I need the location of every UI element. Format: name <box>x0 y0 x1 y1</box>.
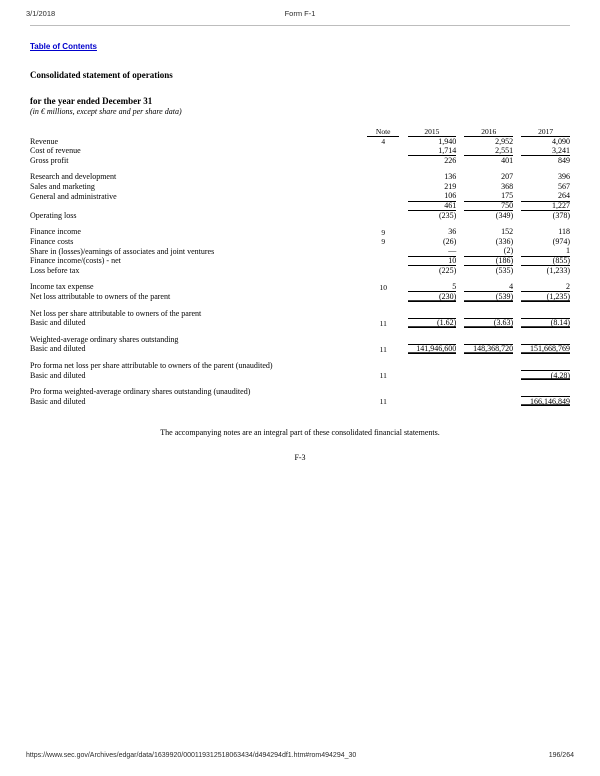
row-note <box>367 156 399 166</box>
row-note: 9 <box>381 237 386 247</box>
table-row <box>30 227 570 237</box>
row-value-2017: 2 <box>566 281 570 291</box>
row-value-2016: (349) <box>464 211 513 221</box>
row-note <box>367 266 399 276</box>
row-label: Basic and diluted <box>30 318 86 328</box>
row-label: Finance income/(costs) - net <box>30 256 121 266</box>
units-note: (in € millions, except share and per share data) <box>30 107 182 116</box>
row-label: Operating loss <box>30 210 77 220</box>
row-note <box>367 146 399 156</box>
row-note: 11 <box>379 344 387 354</box>
row-spacer <box>30 380 570 387</box>
row-value-2017: 118 <box>558 227 570 237</box>
row-note: 11 <box>379 371 387 381</box>
header-gap-1 <box>399 128 407 137</box>
row-value-2016: (535) <box>464 266 513 276</box>
row-label: Basic and diluted <box>30 370 86 380</box>
section-heading: Pro forma net loss per share attributable to owners of the parent (unaudited) <box>30 360 273 370</box>
row-label: Gross profit <box>30 155 69 165</box>
row-label: Cost of revenue <box>30 146 81 156</box>
row-value-2015: 136 <box>444 172 457 182</box>
row-value-2016: (3.63) <box>464 318 513 328</box>
row-value-2015: 461 <box>408 201 457 211</box>
row-value-2015: 219 <box>444 181 457 191</box>
pro-forma-per-share-heading-row <box>30 361 570 371</box>
row-label: Basic and diluted <box>30 396 86 406</box>
row-note <box>367 182 399 192</box>
row-value-2016: 148,368,720 <box>464 344 513 354</box>
pro-forma-per-share-values-row <box>30 371 570 381</box>
row-note <box>367 256 399 266</box>
row-value-2015: 5 <box>452 281 457 291</box>
document-content <box>30 36 570 462</box>
header-label-col <box>30 128 367 137</box>
header-year-2015: 2015 <box>408 128 457 137</box>
row-value-2017: 166,146,849 <box>521 397 570 407</box>
row-label: Research and development <box>30 172 117 182</box>
header-year-2016: 2016 <box>464 128 513 137</box>
row-value-2016 <box>464 397 513 407</box>
row-value-2015: (26) <box>442 236 457 246</box>
row-value-2017: 4,090 <box>552 136 570 146</box>
row-value-2016: 750 <box>464 201 513 211</box>
row-spacer <box>30 275 570 282</box>
row-value-2016: 2,551 <box>495 145 514 155</box>
row-spacer <box>30 220 570 227</box>
table-row-total <box>30 256 570 266</box>
row-note <box>367 172 399 182</box>
row-value-2015: — <box>448 246 457 256</box>
row-note: 9 <box>381 227 386 237</box>
table-row <box>30 247 570 257</box>
table-row <box>30 282 570 292</box>
row-value-2016: (539) <box>464 292 513 302</box>
pro-forma-weighted-average-values-row <box>30 397 570 407</box>
accompanying-notes-text: The accompanying notes are an integral part of these consolidated financial statements. <box>160 428 440 438</box>
row-value-2016: (2) <box>503 246 514 256</box>
row-label: Income tax expense <box>30 282 94 292</box>
row-value-2015: (230) <box>408 292 457 302</box>
statement-title: Consolidated statement of operations <box>30 70 173 80</box>
row-value-2017: (1,235) <box>521 292 570 302</box>
row-label: Net loss attributable to owners of the parent <box>30 291 171 301</box>
table-row <box>30 182 570 192</box>
header-gap-3 <box>513 128 521 137</box>
row-label <box>30 201 367 211</box>
row-note: 11 <box>379 318 387 328</box>
per-share-heading-row <box>30 309 570 319</box>
row-value-2016: 207 <box>501 172 514 182</box>
row-value-2015 <box>408 371 457 381</box>
weighted-average-values-row <box>30 344 570 354</box>
row-value-2017: (378) <box>521 211 570 221</box>
document-page <box>0 36 600 462</box>
section-heading: Pro forma weighted-average ordinary shares outstanding (unaudited) <box>30 387 251 397</box>
per-share-values-row <box>30 318 570 328</box>
row-label: Sales and marketing <box>30 181 95 191</box>
row-value-2017: 1 <box>566 246 570 256</box>
row-note <box>367 211 399 221</box>
table-row-total <box>30 211 570 221</box>
print-header-title: Form F-1 <box>284 9 316 18</box>
row-value-2015: 1,940 <box>438 136 457 146</box>
row-value-2017: 567 <box>558 181 570 191</box>
row-value-2016: (186) <box>464 256 513 266</box>
income-statement-table <box>30 128 570 406</box>
pro-forma-weighted-average-heading-row <box>30 387 570 397</box>
row-spacer <box>30 354 570 361</box>
row-value-2015: 36 <box>448 227 457 237</box>
row-value-2017: 849 <box>521 156 570 166</box>
row-note: 11 <box>379 397 387 407</box>
period-title: for the year ended December 31 <box>30 96 153 106</box>
row-value-2015: 106 <box>444 191 457 201</box>
row-note: 10 <box>379 282 387 292</box>
row-value-2015: 10 <box>408 256 457 266</box>
row-note <box>367 201 399 211</box>
table-row-total <box>30 266 570 276</box>
row-note <box>367 247 399 257</box>
weighted-average-heading-row <box>30 335 570 345</box>
row-label: Share in (losses)/earnings of associates and joint ventures <box>30 246 215 256</box>
row-value-2017: (1,233) <box>521 266 570 276</box>
row-value-2017: 151,668,769 <box>521 344 570 354</box>
row-value-2016: 152 <box>501 227 514 237</box>
row-value-2017: 3,241 <box>552 145 570 155</box>
row-spacer <box>30 328 570 335</box>
table-row <box>30 172 570 182</box>
row-note <box>367 292 399 302</box>
row-value-2017: (4.28) <box>521 371 570 381</box>
row-value-2017: 1,227 <box>521 201 570 211</box>
table-row-grand-total <box>30 292 570 302</box>
table-row-total <box>30 156 570 166</box>
row-value-2016: 2,952 <box>495 136 514 146</box>
row-value-2017: (8.14) <box>521 318 570 328</box>
table-header-row <box>30 128 570 137</box>
row-value-2017: (855) <box>521 256 570 266</box>
section-heading: Net loss per share attributable to owners of the parent <box>30 308 202 318</box>
row-label: Revenue <box>30 136 58 146</box>
table-row-total <box>30 201 570 211</box>
row-label: Finance income <box>30 227 81 237</box>
row-spacer <box>30 165 570 172</box>
row-value-2015 <box>408 397 457 407</box>
row-spacer <box>30 302 570 309</box>
print-footer <box>0 752 600 764</box>
row-value-2015: 1,714 <box>438 145 457 155</box>
table-row <box>30 192 570 202</box>
print-header-date: 3/1/2018 <box>26 9 56 18</box>
row-value-2015: 226 <box>408 156 457 166</box>
row-note <box>367 192 399 202</box>
row-value-2016 <box>464 371 513 381</box>
print-header <box>0 9 600 23</box>
row-label: General and administrative <box>30 191 117 201</box>
row-label: Loss before tax <box>30 265 80 275</box>
print-footer-page-count: 196/264 <box>548 752 574 759</box>
row-value-2015: (235) <box>408 211 457 221</box>
print-footer-url: https://www.sec.gov/Archives/edgar/data/1639920/000119312518063434/d494294df1.htm#rom494294_30 <box>26 752 357 759</box>
row-value-2017: 396 <box>558 172 570 182</box>
table-row <box>30 237 570 247</box>
row-value-2016: 401 <box>464 156 513 166</box>
section-heading: Weighted-average ordinary shares outstanding <box>30 334 179 344</box>
row-value-2016: 4 <box>509 281 514 291</box>
row-value-2015: (225) <box>408 266 457 276</box>
row-value-2015: (1.62) <box>408 318 457 328</box>
row-value-2016: (336) <box>495 236 514 246</box>
row-value-2016: 175 <box>501 191 514 201</box>
page-folio: F-3 <box>294 453 306 463</box>
header-year-2017: 2017 <box>521 128 570 137</box>
table-row <box>30 146 570 156</box>
table-of-contents-link[interactable]: Table of Contents <box>30 42 97 51</box>
row-label: Finance costs <box>30 236 74 246</box>
row-value-2017: (974) <box>552 236 570 246</box>
header-divider <box>30 25 570 26</box>
row-value-2015: 141,946,600 <box>408 344 457 354</box>
header-gap-2 <box>456 128 464 137</box>
row-value-2017: 264 <box>558 191 570 201</box>
header-note: Note <box>367 128 399 137</box>
row-value-2016: 368 <box>501 181 514 191</box>
row-note: 4 <box>381 137 386 147</box>
row-label: Basic and diluted <box>30 344 86 354</box>
table-row <box>30 137 570 147</box>
